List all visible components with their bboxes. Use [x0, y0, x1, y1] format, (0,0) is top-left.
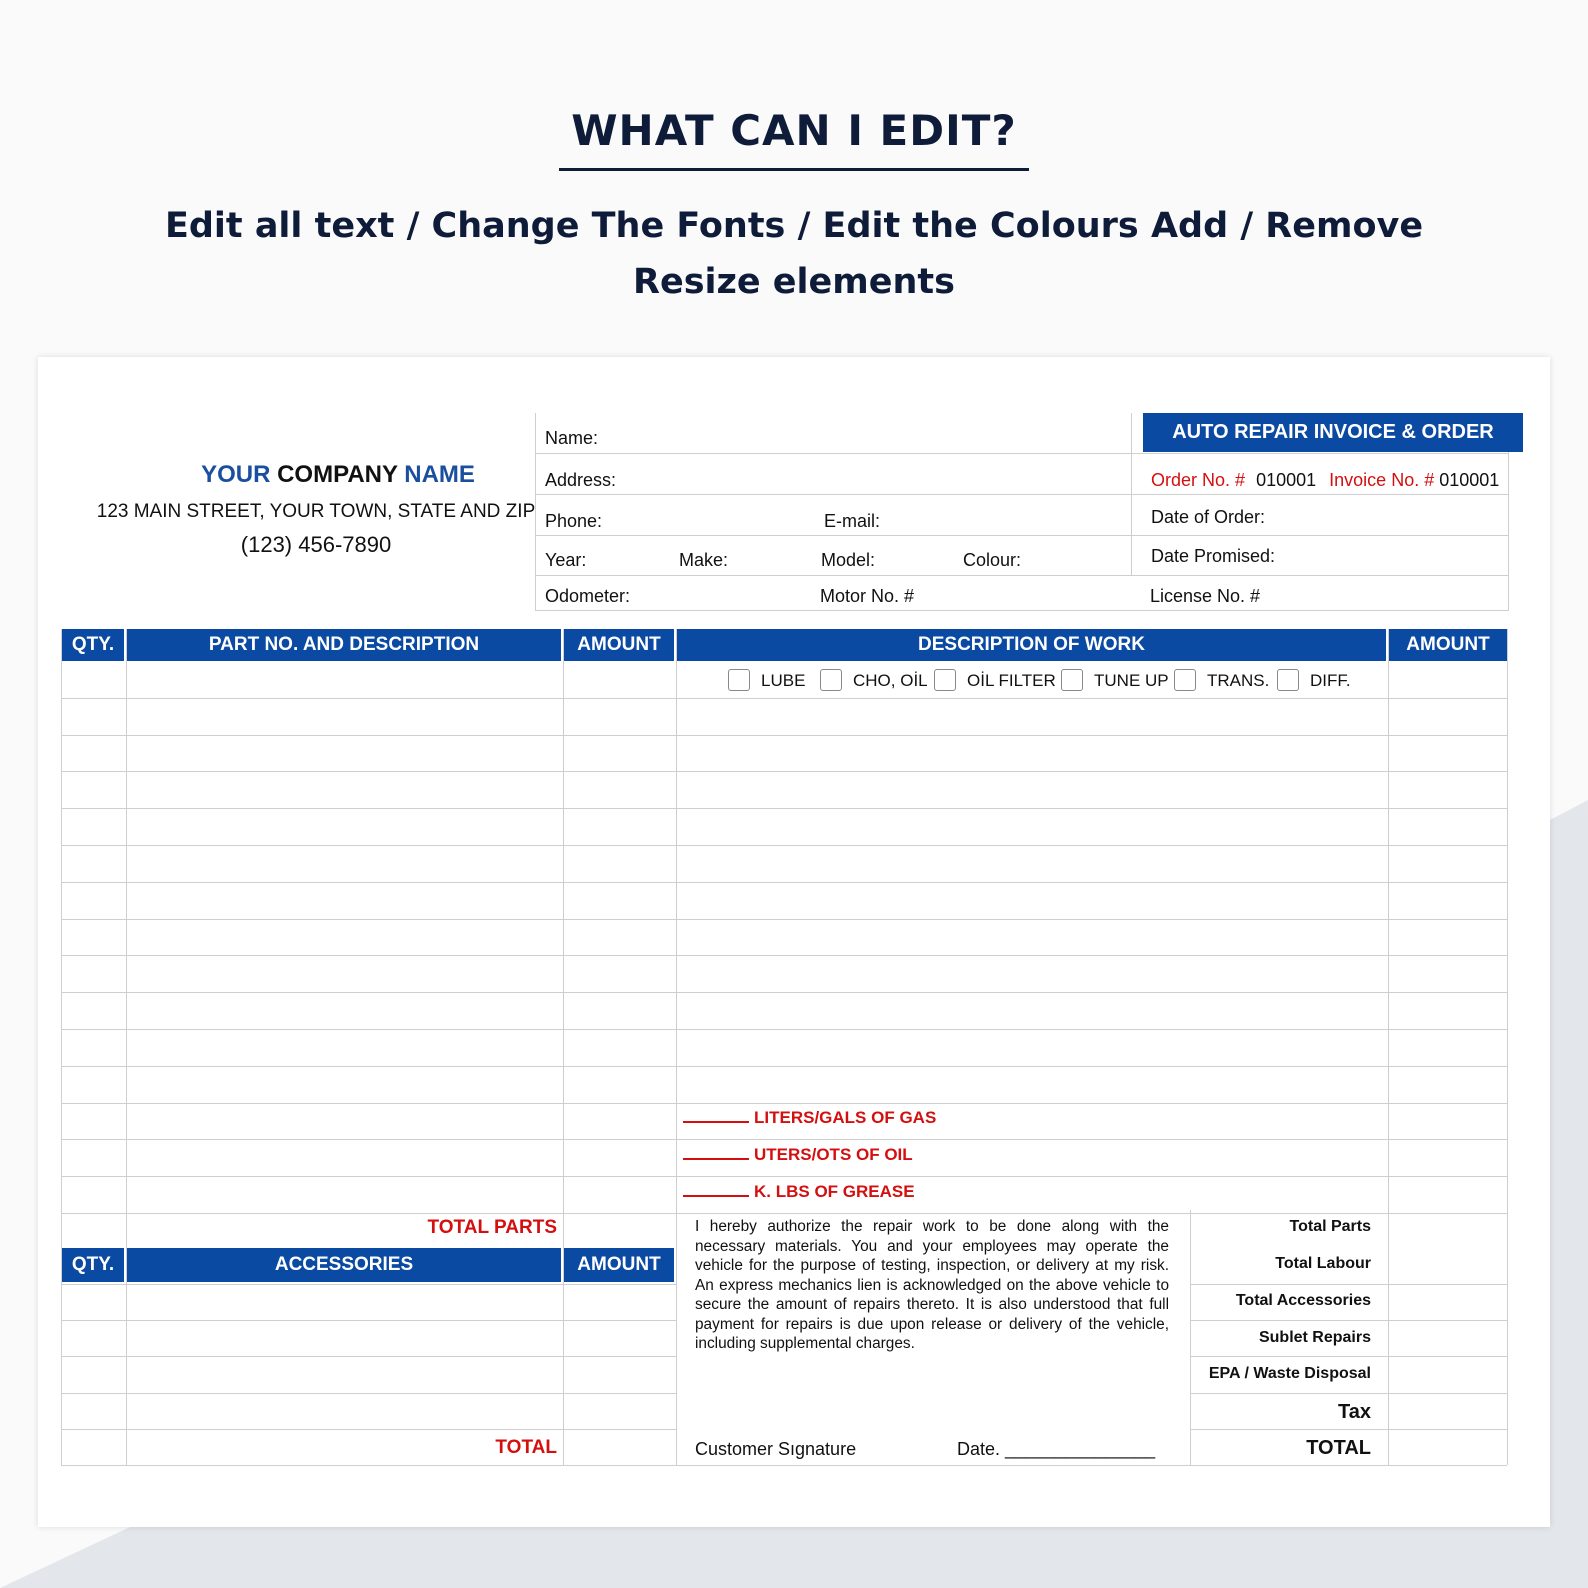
make-field[interactable]: Make:: [679, 550, 729, 570]
total-accessories-summary: Total Accessories: [1235, 1292, 1371, 1309]
grid-line: [61, 1066, 1507, 1067]
grid-line: [61, 1320, 676, 1321]
grid-line: [61, 1029, 1507, 1030]
sublet-repairs-summary: Sublet Repairs: [1258, 1329, 1371, 1346]
acc-desc-header: ACCESSORIES: [127, 1248, 561, 1282]
authorization-terms: I hereby authorize the repair work to be done along with the necessary materials. You and your employees may operate the vehicle for the purpose of testing, inspection, or delivery at my risk. An express mechanics lien is acknowledged on the above vehicle to secure the amount of repairs thereto. It is also understood that full payment for repairs is due upon release or delivery of the vehicle, including supplemental charges.: [695, 1218, 1169, 1352]
checkbox-0[interactable]: [728, 669, 750, 691]
work-amount-header: AMOUNT: [1389, 629, 1507, 661]
total-parts-label: TOTAL PARTS: [427, 1217, 557, 1238]
grid-line: [61, 1356, 676, 1357]
grid-line: [676, 629, 677, 1465]
order-no-value: 010001: [1256, 470, 1317, 490]
grid-line: [61, 771, 1507, 772]
work-desc-header: DESCRIPTION OF WORK: [677, 629, 1386, 661]
grease-line: [683, 1181, 915, 1202]
grid-line: [61, 845, 1507, 846]
motor-no-field[interactable]: Motor No. #: [820, 586, 915, 606]
company-name-part2: COMPANY: [277, 461, 398, 488]
address-field[interactable]: Address:: [545, 470, 617, 490]
invoice-no-label: Invoice No. #: [1329, 470, 1435, 490]
checkbox-label: DIFF.: [1310, 671, 1351, 690]
checkbox-label: TRANS.: [1207, 671, 1270, 690]
checkbox-2[interactable]: [934, 669, 956, 691]
page-title: WHAT CAN I EDIT?: [571, 106, 1017, 155]
grid-line: [61, 1103, 1507, 1104]
email-field[interactable]: E-mail:: [824, 511, 881, 531]
grid-line: [1507, 629, 1508, 1465]
invoice-title: AUTO REPAIR INVOICE & ORDER: [1143, 413, 1523, 452]
date-promised-field[interactable]: Date Promised:: [1151, 546, 1276, 566]
order-invoice-numbers[interactable]: [1151, 470, 1499, 491]
company-name-part1: YOUR: [201, 461, 271, 488]
total-parts-summary: Total Parts: [1289, 1218, 1371, 1235]
epa-waste-summary: EPA / Waste Disposal: [1208, 1365, 1371, 1382]
grid-line: [61, 1393, 676, 1394]
invoice-no-value: 010001: [1439, 470, 1500, 490]
grease-label: K. LBS OF GREASE: [754, 1182, 915, 1201]
gas-label: LITERS/GALS OF GAS: [754, 1108, 937, 1127]
year-field[interactable]: Year:: [545, 550, 587, 570]
grand-total-summary: TOTAL: [1306, 1437, 1371, 1459]
grid-line: [61, 1429, 676, 1430]
grid-line: [61, 1213, 1507, 1214]
totals-labels: [1191, 1217, 1371, 1457]
company-phone: (123) 456-7890: [240, 532, 392, 557]
checkbox-label: TUNE UP: [1094, 671, 1169, 690]
colour-field[interactable]: Colour:: [963, 550, 1022, 570]
parts-desc-header: PART NO. AND DESCRIPTION: [127, 629, 561, 661]
company-address: 123 MAIN STREET, YOUR TOWN, STATE AND ZIP: [96, 501, 536, 522]
parts-amount-header: AMOUNT: [564, 629, 674, 661]
subtitle-line-2: Resize elements: [633, 262, 955, 302]
grid-line: [61, 992, 1507, 993]
divider: [535, 453, 1509, 454]
license-no-field[interactable]: License No. #: [1150, 586, 1261, 606]
grid-line: [126, 629, 127, 1465]
checkbox-1[interactable]: [820, 669, 842, 691]
title-underline: [559, 168, 1029, 171]
grid-line: [61, 735, 1507, 736]
grid-line: [61, 1176, 1507, 1177]
acc-amount-header: AMOUNT: [564, 1248, 674, 1282]
signature-date-label[interactable]: Date. _______________: [957, 1439, 1156, 1459]
divider: [535, 610, 1509, 611]
tax-summary: Tax: [1338, 1401, 1371, 1423]
grid-line: [61, 1139, 1507, 1140]
customer-signature-label[interactable]: Customer Sıgnature: [695, 1439, 857, 1459]
odometer-field[interactable]: Odometer:: [545, 586, 631, 606]
checkbox-4[interactable]: [1174, 669, 1196, 691]
checkbox-label: OİL FILTER: [967, 671, 1056, 690]
grid-line: [61, 919, 1507, 920]
gas-line: [683, 1107, 936, 1128]
divider: [535, 575, 1509, 576]
checkbox-5[interactable]: [1277, 669, 1299, 691]
checkbox-3[interactable]: [1061, 669, 1083, 691]
grid-line: [563, 629, 564, 1465]
grid-line: [1388, 629, 1389, 1210]
divider: [535, 494, 1509, 495]
grid-line: [61, 1284, 676, 1285]
invoice-sheet: [38, 357, 1550, 1527]
divider: [535, 413, 536, 610]
grid-line: [1388, 1210, 1389, 1465]
model-field[interactable]: Model:: [821, 550, 876, 570]
subtitle-line-1: Edit all text / Change The Fonts / Edit the Colours Add / Remove: [164, 206, 1424, 246]
order-no-label: Order No. #: [1151, 470, 1246, 490]
divider: [535, 535, 1509, 536]
grid-line: [61, 808, 1507, 809]
checkbox-label: CHO, OİL: [853, 671, 928, 690]
company-name-part3: NAME: [404, 461, 475, 488]
checkbox-label: LUBE: [761, 671, 806, 690]
phone-field[interactable]: Phone:: [545, 511, 603, 531]
total-labour-summary: Total Labour: [1275, 1255, 1371, 1272]
parts-qty-header: QTY.: [62, 629, 124, 661]
date-of-order-field[interactable]: Date of Order:: [1151, 507, 1266, 527]
acc-qty-header: QTY.: [62, 1248, 124, 1282]
oil-label: UTERS/OTS OF OIL: [754, 1145, 913, 1164]
grid-line: [61, 955, 1507, 956]
grid-line: [61, 629, 62, 1465]
grid-line: [61, 882, 1507, 883]
grid-line: [61, 1465, 1507, 1466]
accessories-total-label: TOTAL: [495, 1437, 557, 1458]
name-field[interactable]: Name:: [545, 428, 599, 448]
company-name: [98, 461, 578, 489]
grid-line: [61, 698, 1507, 699]
oil-line: [683, 1144, 913, 1165]
